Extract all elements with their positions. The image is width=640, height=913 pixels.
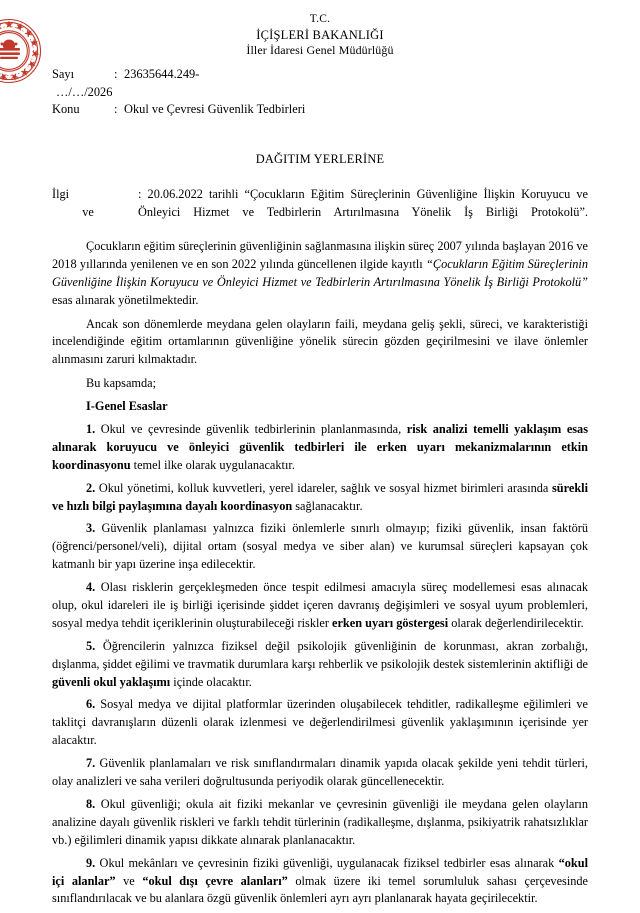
paragraph-context: Ancak son dönemlerde meydana gelen olayların faili, meydana geliş şekli, süreci, ve karakteristiği incelendiğinde eğitim ortamlarının güvenliğine yönelik sürecin gözden geçirilmesini ve ilave önlemler alınmasını zaruri kılmaktadır. (52, 316, 588, 367)
paragraph-bu-kapsamda: Bu kapsamda; (86, 376, 157, 391)
sayi-colon: : (114, 67, 118, 81)
paragraph-intro-part-a: Çocukların eğitim süreçlerinin güvenliğinin sağlanmasına ilişkin süreç 2007 yılında başlayan 2016 ve 2018 yıllarında yenilenen ve en son 2022 yılında güncellenen ilgide kayıtlı (52, 239, 588, 271)
konu-colon: : (114, 102, 118, 117)
item-text: Öğrencilerin yalnızca fiziksel değil psikolojik güvenliğinin de korunması, akran zorbalığı, dışlanma, şiddet eğilimi ve travmatik durumlara karşı rehberlik ve psikolojik destek sistemlerinin aktifliği de (52, 638, 588, 671)
item-emphasis-text: erken uyarı göstergesi (332, 615, 449, 630)
item-number: 2. (86, 480, 96, 495)
distribution-heading: DAĞITIM YERLERİNE (255, 152, 385, 166)
item-text: Okul güvenliği; okula ait fiziki mekanlar ve çevresinin güvenliği ile meydana gelen olayların analizine dayalı güvenlik riskleri ve farklı tehdit türlerinin (radikalleşme, dışlanma, psikiyatrik rahatsızlıklar vb.) eğilimleri dinamik yapısı dikkate alınarak planlanacaktır. (52, 796, 588, 847)
numbered-item (52, 696, 588, 750)
reference-labels (52, 186, 138, 222)
item-number: 4. (86, 580, 96, 595)
item-number: 5. (86, 638, 96, 653)
section-heading-text: I-Genel Esaslar (86, 399, 168, 414)
item-emphasis-text: “okul içi alanlar” (52, 855, 588, 888)
item-text: Okul yönetimi, kolluk kuvvetleri, yerel idareler, sağlık ve sosyal hizmet birimleri arasında (95, 480, 552, 495)
item-number: 9. (86, 855, 96, 870)
letterhead (0, 12, 640, 59)
item-text: içinde olacaktır. (170, 674, 252, 689)
meta-row-date (52, 84, 472, 102)
paragraph-intro-part-b: esas alınarak yönetilmektedir. (52, 292, 199, 307)
document-body (52, 238, 588, 913)
sayi-label: Sayı (52, 67, 75, 81)
item-number: 3. (86, 521, 96, 536)
section-heading-genel-esaslar (52, 398, 588, 416)
meta-row-sayi (52, 66, 472, 84)
item-text: Güvenlik planlaması yalnızca fiziki önlemlerle sınırlı olmayıp; fiziki güvenlik, insan faktörü (öğrenci/personel/veli), dijital ortam (sosyal medya ve siber alan) ve kurumsal süreçleri kapsayan çok katmanlı bir yapı üzerine inşa edilecektir. (52, 521, 588, 572)
item-text: ve (115, 873, 143, 888)
numbered-item (52, 520, 588, 574)
item-text: Okul mekânları ve çevresinin fiziki güvenliği, uygulanacak fiziksel tedbirler esas alınarak (95, 855, 559, 870)
item-text: Sosyal medya ve dijital platformlar üzerinden oluşabilecek tehditler, radikalleşme eğilimleri ve taklitçi davranışların düzenli olarak izlenmesi ve değerlendirilmesi güvenlik yaklaşımının içerisinde yer alacaktır. (52, 697, 588, 748)
numbered-item (52, 480, 588, 516)
numbered-item (52, 638, 588, 692)
konu-label: Konu (52, 102, 80, 117)
item-text: Okul ve çevresinde güvenlik tedbirlerinin planlanmasında, (95, 422, 407, 437)
item-text: Güvenlik planlamaları ve risk sınıflandırmaları dinamik yapıda olacak şekilde yeni tehdit türleri, olay analizleri ve saha verileri doğrultusunda periyodik olarak güncellenecektir. (52, 756, 588, 789)
ilgi-label: İlgi (52, 187, 70, 201)
item-text: temel ilke olarak uygulanacaktır. (130, 457, 295, 472)
letterhead-line-directorate: İller İdaresi Genel Müdürlüğü (246, 43, 394, 58)
ve-label: ve (82, 204, 94, 219)
item-number: 1. (86, 422, 96, 437)
item-emphasis-text: güvenli okul yaklaşımı (52, 674, 171, 689)
item-number: 8. (86, 796, 96, 811)
item-text: Olası risklerin gerçekleşmeden önce tespit edilmesi amacıyla süreç modellemesi esas alınacak olup, okul idareleri ile iş birliği içerisinde şiddet içeren davranış değişimleri ve sosyal uyum problemleri, sosyal medya tehdit içeriklerinin oluşturabileceği riskler (52, 580, 588, 630)
sayi-value: 23635644.249- (124, 67, 200, 81)
letterhead-line-ministry: İÇİŞLERİ BAKANLIĞI (256, 27, 384, 42)
numbered-item (52, 855, 588, 909)
document-meta-block (52, 66, 472, 119)
item-text: olmak üzere iki temel sorumluluk sahası çerçevesinde sınıflandırılacak ve bu alanlara özgü güvenlik önlemleri ayrı ayrı planlanarak hayata geçirilecektir. (52, 873, 588, 906)
numbered-items-list (52, 421, 588, 908)
item-text: olarak değerlendirilecektir. (448, 615, 584, 630)
item-number: 6. (86, 697, 96, 712)
paragraph-intro (52, 238, 588, 310)
numbered-item (52, 579, 588, 633)
meta-row-konu (52, 101, 472, 119)
reference-text: : 20.06.2022 tarihli “Çocukların Eğitim Süreçlerinin Güvenliğine İlişkin Koruyucu ve Önleyici Hizmet ve Tedbirlerin Artırılmasına Yönelik İş Birliği Protokolü”. (138, 187, 588, 219)
document-date-value: …/…/2026 (56, 84, 113, 99)
item-emphasis-text: risk analizi temelli yaklaşım esas alınarak koruyucu ve önleyici güvenlik tedbirleri ile erken uyarı mekanizmalarının etkin koordinasyonu (52, 422, 588, 472)
letterhead-line-tc: T.C. (309, 13, 331, 25)
reference-block (52, 186, 588, 240)
item-emphasis-text: sürekli ve hızlı bilgi paylaşımına dayalı koordinasyon (52, 480, 588, 513)
numbered-item (52, 755, 588, 791)
konu-value: Okul ve Çevresi Güvenlik Tedbirleri (124, 102, 306, 117)
item-number: 7. (86, 756, 96, 771)
item-text: sağlanacaktır. (292, 498, 363, 513)
paragraph-intro-protocol-title: “Çocukların Eğitim Süreçlerinin Güvenliğine İlişkin Koruyucu ve Önleyici Hizmet ve Tedbirlerin Artırılmasına Yönelik İş Birliği Protokolü” (52, 256, 588, 289)
numbered-item (52, 796, 588, 850)
item-emphasis-text: “okul dışı çevre alanları” (142, 873, 288, 888)
numbered-item (52, 421, 588, 475)
